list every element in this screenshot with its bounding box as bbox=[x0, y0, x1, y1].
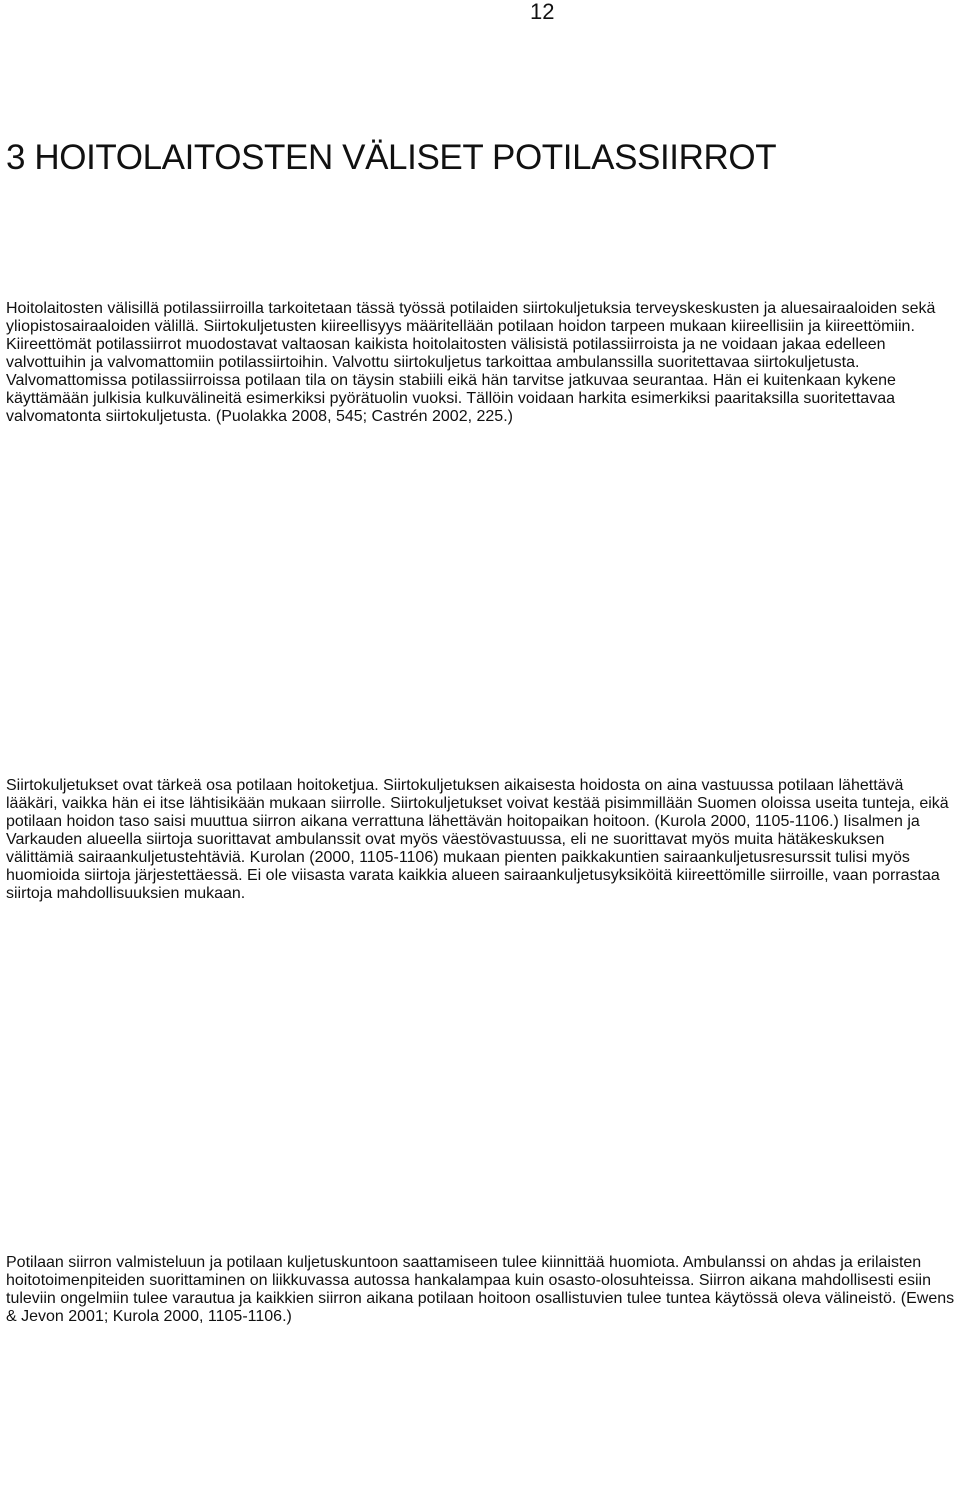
paragraph-text: Hoitolaitosten välisillä potilassiirroilla tarkoitetaan tässä työssä potilaiden siirtokuljetuksia terveyskeskusten ja aluesairaaloiden sekä yliopistosairaaloiden välillä. Siirtokuljetusten kiireellisyys määritellään potilaan hoidon tarpeen mukaan kiireellisiin ja kiireettömiin. Kiireettömät potilassiirrot muodostavat valtaosan kaikista hoitolaitosten välisistä potilassiirroista ja ne voidaan jakaa edelleen valvottuihin ja valvomattomiin potilassiirtoihin. Valvottu siirtokuljetus tarkoittaa ambulanssilla suoritettavaa siirtokuljetusta. Valvomattomissa potilassiirroissa potilaan tila on täysin stabiili eikä hän tarvitse jatkuvaa seurantaa. Hän ei kuitenkaan kykene käyttämään julkisia kulkuvälineitä esimerkiksi pyörätuolin vuoksi. Tällöin voidaan harkita esimerkiksi paaritaksilla suoritettavaa valvomatonta siirtokuljetusta. (Puolakka 2008, 545; Castrén 2002, 225.) bbox=[6, 300, 936, 425]
body-paragraph bbox=[6, 1238, 956, 1342]
body-paragraph bbox=[6, 761, 956, 919]
page-number: 12 bbox=[530, 0, 555, 24]
paragraph-text: Siirtokuljetukset ovat tärkeä osa potilaan hoitoketjua. Siirtokuljetuksen aikaisesta hoidosta on aina vastuussa potilaan lähettävä lääkäri, vaikka hän ei itse lähtisikään mukaan siirrolle. Siirtokuljetukset voivat kestää pisimmillään Suomen oloissa useita tunteja, eikä potilaan hoidon taso saisi muuttua siirron aikana verrattuna lähettävän hoitopaikan hoitoon. (Kurola 2000, 1105-1106.) Iisalmen ja Varkauden alueella siirtoja suorittavat ambulanssit ovat myös väestövastuussa, eli ne suorittavat myös muita hätäkeskuksen välittämiä sairaankuljetustehtäviä. Kurolan (2000, 1105-1106) mukaan pienten paikkakuntien sairaankuljetusresurssit tulisi myös huomioida siirtoja järjestettäessä. Ei ole viisasta varata kaikkia alueen sairaankuljetusyksiköitä kiireettömille siirroille, vaan porrastaa siirtoja mahdollisuuksien mukaan. bbox=[6, 777, 949, 902]
paragraph-text: Potilaan siirron valmisteluun ja potilaan kuljetuskuntoon saattamiseen tulee kiinnittää huomiota. Ambulanssi on ahdas ja erilaisten hoitotoimenpiteiden suorittaminen on liikkuvassa autossa hankalampaa kuin osasto-olosuhteissa. Siirron aikana mahdollisesti esiin tuleviin ongelmiin tulee varautua ja kaikkien siirron aikana potilaan hoitoon osallistuvien tulee tuntea käytössä oleva välineistö. (Ewens & Jevon 2001; Kurola 2000, 1105-1106.) bbox=[6, 1254, 955, 1325]
chapter-heading: 3 HOITOLAITOSTEN VÄLISET POTILASSIIRROT bbox=[6, 138, 777, 177]
body-paragraph bbox=[6, 284, 956, 442]
